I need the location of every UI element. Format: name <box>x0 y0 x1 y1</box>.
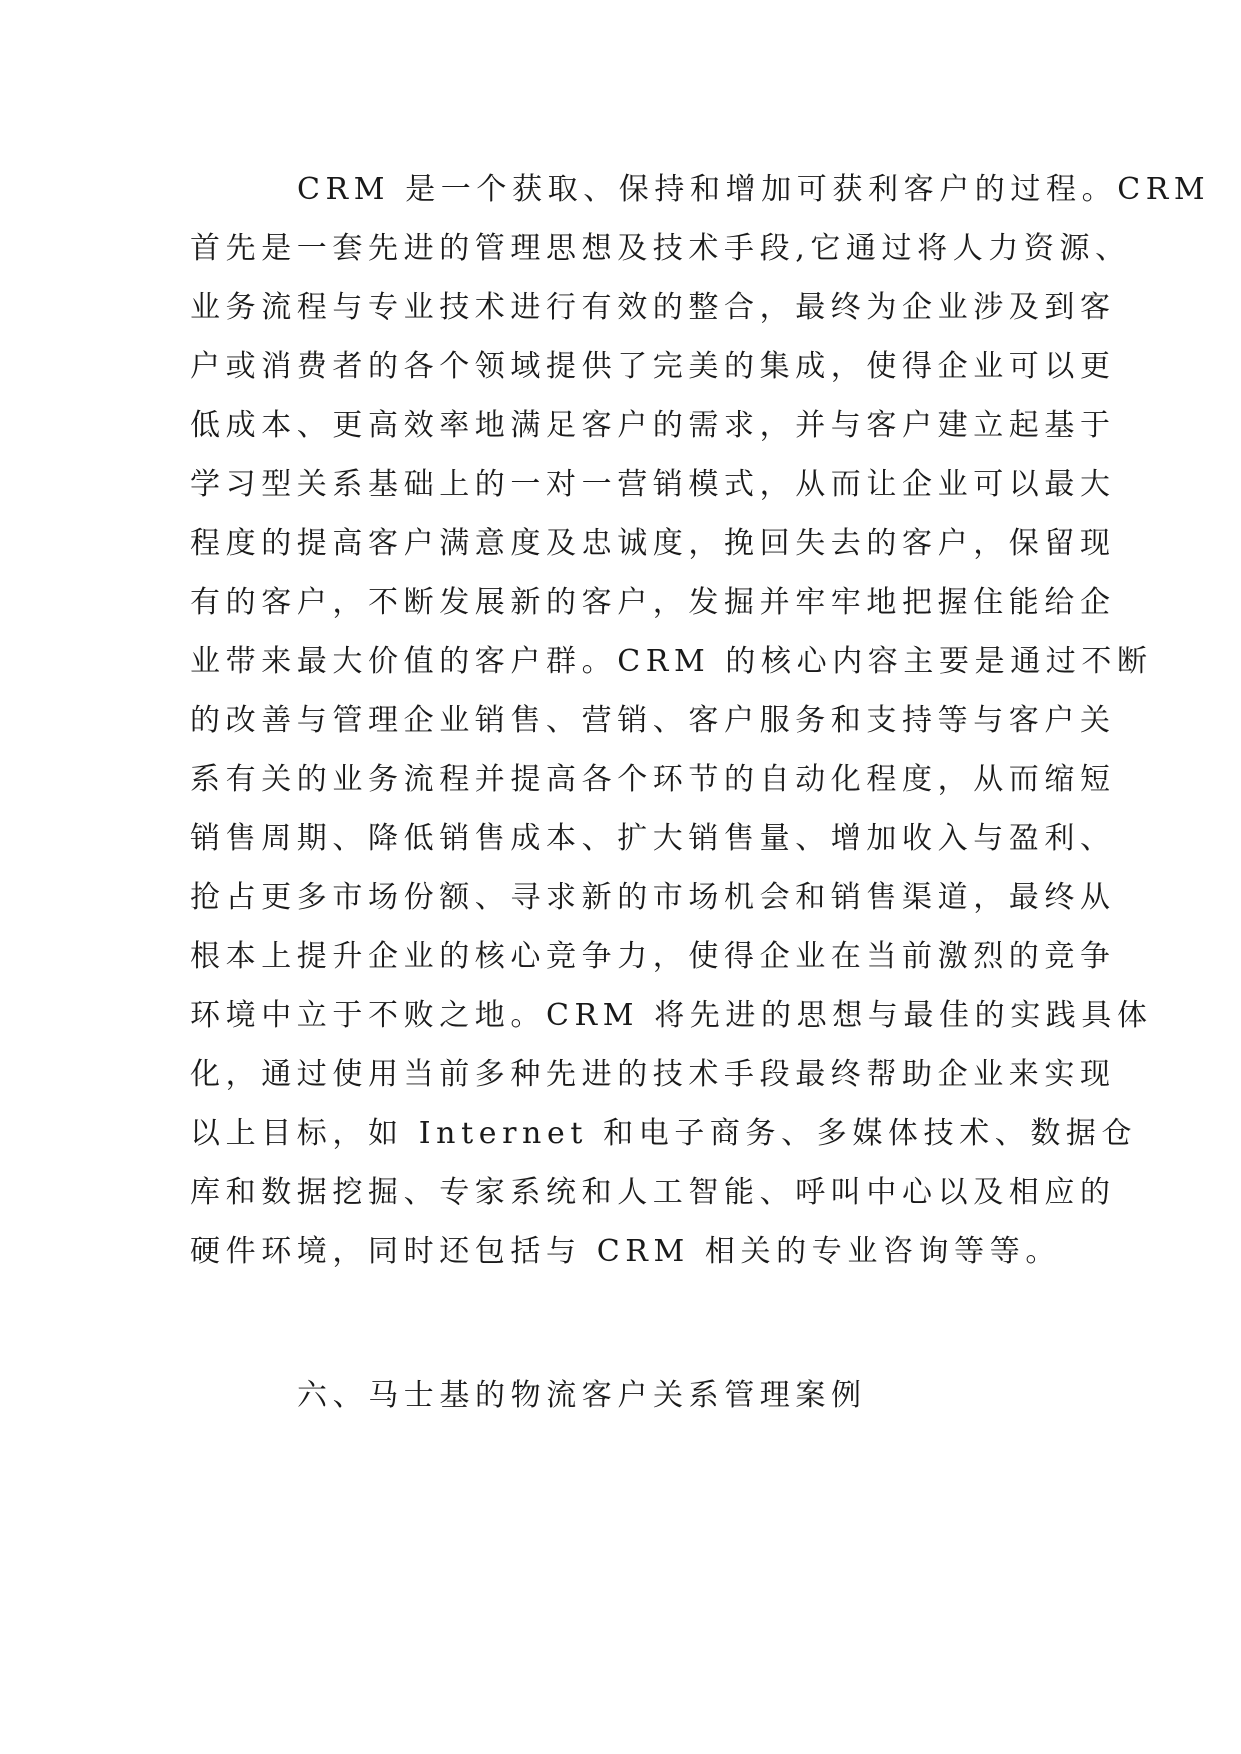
paragraph-line: 环境中立于不败之地。CRM 将先进的思想与最佳的实践具体 <box>190 998 1153 1033</box>
paragraph-line: 销售周期、降低销售成本、扩大销售量、增加收入与盈利、 <box>190 821 1116 856</box>
paragraph-line: CRM 是一个获取、保持和增加可获利客户的过程。CRM <box>297 172 1211 207</box>
paragraph-line: 首先是一套先进的管理思想及技术手段,它通过将人力资源、 <box>190 231 1131 266</box>
paragraph-line: 以上目标，如 Internet 和电子商务、多媒体技术、数据仓 <box>190 1116 1138 1151</box>
paragraph-line: 业务流程与专业技术进行有效的整合，最终为企业涉及到客 <box>190 290 1116 325</box>
paragraph-line: 学习型关系基础上的一对一营销模式，从而让企业可以最大 <box>190 467 1116 502</box>
paragraph-line: 的改善与管理企业销售、营销、客户服务和支持等与客户关 <box>190 703 1116 738</box>
paragraph-line: 化，通过使用当前多种先进的技术手段最终帮助企业来实现 <box>190 1057 1116 1092</box>
paragraph-line: 抢占更多市场份额、寻求新的市场机会和销售渠道，最终从 <box>190 880 1116 915</box>
paragraph-line: 户或消费者的各个领域提供了完美的集成，使得企业可以更 <box>190 349 1116 384</box>
paragraph-line: 系有关的业务流程并提高各个环节的自动化程度，从而缩短 <box>190 762 1116 797</box>
paragraph-line: 库和数据挖掘、专家系统和人工智能、呼叫中心以及相应的 <box>190 1175 1116 1210</box>
paragraph-line: 程度的提高客户满意度及忠诚度，挽回失去的客户，保留现 <box>190 526 1116 561</box>
paragraph-line: 硬件环境，同时还包括与 CRM 相关的专业咨询等等。 <box>190 1234 1061 1269</box>
paragraph-line: 有的客户，不断发展新的客户，发掘并牢牢地把握住能给企 <box>190 585 1116 620</box>
paragraph-line: 低成本、更高效率地满足客户的需求，并与客户建立起基于 <box>190 408 1116 443</box>
paragraph-line: 业带来最大价值的客户群。CRM 的核心内容主要是通过不断 <box>190 644 1153 679</box>
body-paragraph <box>190 160 1211 1281</box>
section-heading: 六、马士基的物流客户关系管理案例 <box>297 1378 867 1413</box>
paragraph-line: 根本上提升企业的核心竞争力，使得企业在当前激烈的竞争 <box>190 939 1116 974</box>
